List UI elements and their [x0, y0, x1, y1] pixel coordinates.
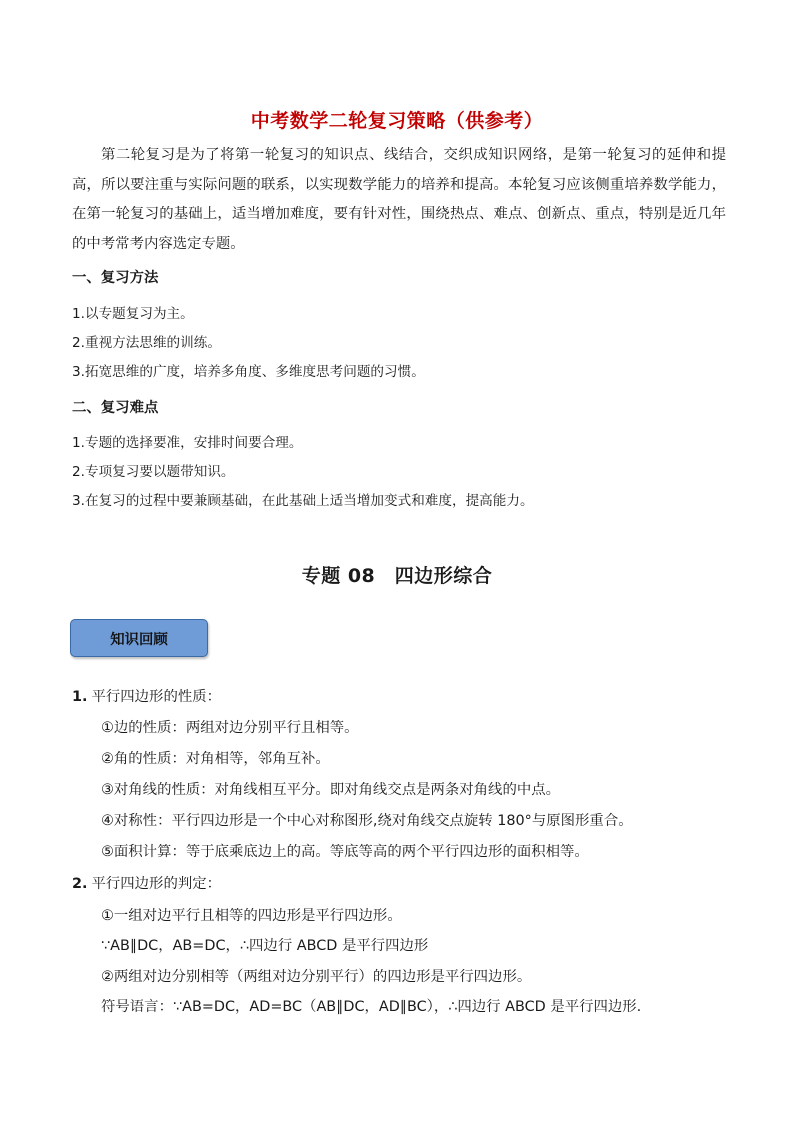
knowledge-2-title: 平行四边形的判定：	[91, 876, 222, 892]
section1-item-2: 2.重视方法思维的训练。	[72, 335, 221, 351]
intro-paragraph: 第二轮复习是为了将第一轮复习的知识点、线结合，交织成知识网络，是第一轮复习的延伸和提高，所以要注重与实际问题的联系，以实现数学能力的培养和提高。本轮复习应该侧重培养数学能力，在第一轮复习的基础上，适当增加难度，要有针对性，围绕热点、难点、创新点、重点，特别是近几年的中考常考内容选定专题。	[72, 147, 726, 252]
knowledge-1-number: 1.	[72, 689, 88, 705]
knowledge-1-item-4: ④对称性：平行四边形是一个中心对称图形,绕对角线交点旋转 180°与原图形重合。	[101, 813, 633, 829]
topic-title: 专题 08 四边形综合	[301, 565, 493, 587]
knowledge-2-number: 2.	[72, 876, 88, 892]
knowledge-2-item-3: ②两组对边分别相等（两组对边分别平行）的四边形是平行四边形。	[101, 969, 532, 985]
knowledge-2-item-2: ∵AB∥DC，AB=DC，∴四边行 ABCD 是平行四边形	[101, 938, 429, 954]
section1-item-1: 1.以专题复习为主。	[72, 306, 194, 322]
knowledge-1-item-3: ③对角线的性质：对角线相互平分。即对角线交点是两条对角线的中点。	[101, 782, 561, 798]
knowledge-1-heading	[72, 685, 221, 706]
knowledge-1-item-1: ①边的性质：两组对边分别平行且相等。	[101, 720, 359, 736]
knowledge-1-item-5: ⑤面积计算：等于底乘底边上的高。等底等高的两个平行四边形的面积相等。	[101, 844, 589, 860]
section2-item-1: 1.专题的选择要准，安排时间要合理。	[72, 435, 303, 451]
knowledge-1-item-2: ②角的性质：对角相等，邻角互补。	[101, 751, 330, 767]
knowledge-review-badge: 知识回顾	[70, 619, 208, 657]
section1-heading: 一、复习方法	[72, 270, 159, 286]
knowledge-1-title: 平行四边形的性质：	[91, 689, 222, 705]
section2-item-3: 3.在复习的过程中要兼顾基础，在此基础上适当增加变式和难度，提高能力。	[72, 493, 534, 509]
document-title: 中考数学二轮复习策略（供参考）	[250, 110, 544, 132]
section2-heading: 二、复习难点	[72, 400, 159, 416]
section2-item-2: 2.专项复习要以题带知识。	[72, 464, 235, 480]
knowledge-2-item-1: ①一组对边平行且相等的四边形是平行四边形。	[101, 908, 402, 924]
section1-item-3: 3.拓宽思维的广度，培养多角度、多维度思考问题的习惯。	[72, 364, 425, 380]
knowledge-2-heading	[72, 872, 221, 893]
knowledge-2-item-4: 符号语言：∵AB=DC，AD=BC（AB∥DC，AD∥BC），∴四边行 ABCD 是平行四边形.	[101, 999, 642, 1015]
